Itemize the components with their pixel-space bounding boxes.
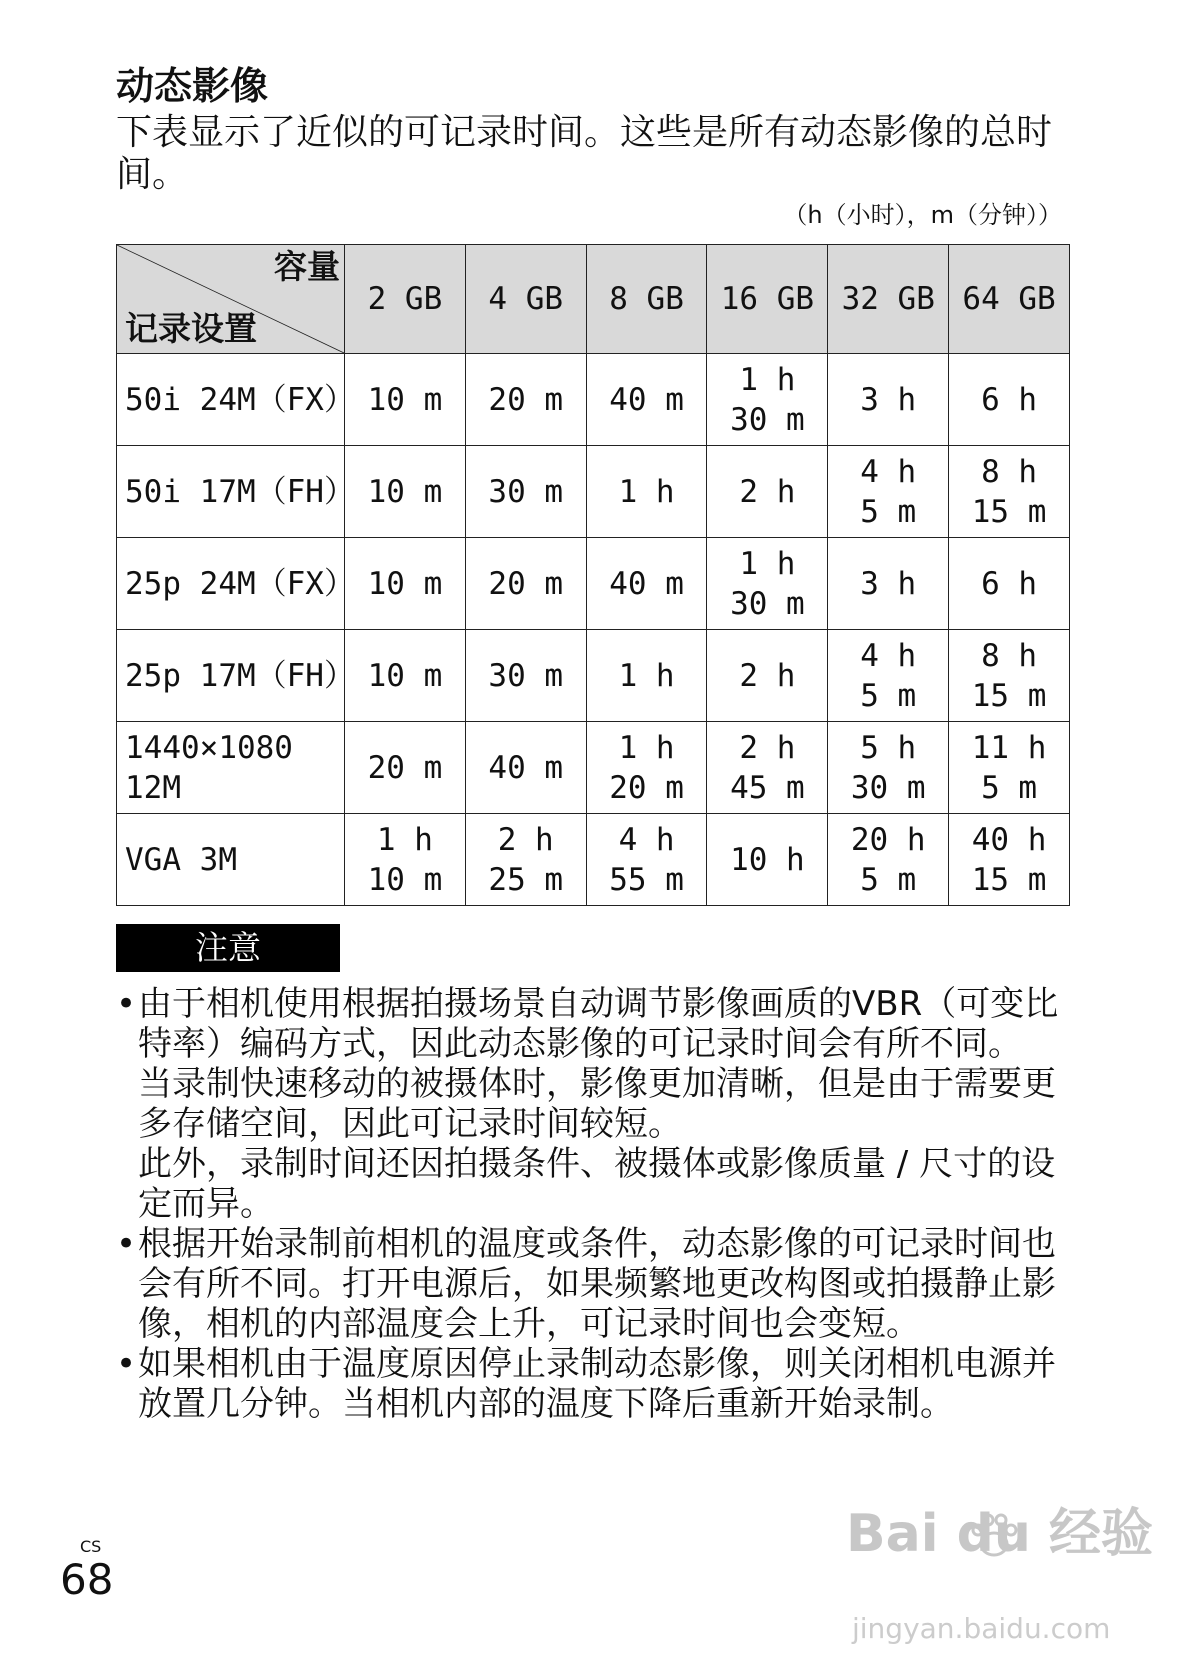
time-cell bbox=[949, 814, 1070, 906]
column-header: 8 GB bbox=[586, 245, 707, 354]
cell-line: 40 m bbox=[609, 381, 684, 418]
cell-line: 15 m bbox=[971, 861, 1047, 898]
cell-line: 10 m bbox=[367, 473, 443, 510]
time-cell bbox=[828, 354, 949, 446]
note-paragraph: 根据开始录制前相机的温度或条件，动态影像的可记录时间也会有所不同。打开电源后，如果频繁地更改构图或拍摄静止影像，相机的内部温度会上升，可记录时间也会变短。 bbox=[138, 1224, 1056, 1344]
table-row bbox=[117, 722, 1070, 814]
cell-line: 1 h bbox=[618, 473, 675, 510]
cell-line: 2 h bbox=[739, 657, 796, 694]
time-cell bbox=[345, 446, 466, 538]
column-header: 4 GB bbox=[465, 245, 586, 354]
cell-line: 1 h bbox=[376, 821, 433, 858]
cell-line: 30 m bbox=[488, 657, 564, 694]
time-cell bbox=[707, 722, 828, 814]
bullet-icon: • bbox=[116, 1344, 137, 1384]
time-cell bbox=[828, 814, 949, 906]
time-cell bbox=[707, 630, 828, 722]
time-cell bbox=[465, 538, 586, 630]
table-row bbox=[117, 538, 1070, 630]
cell-line: 5 m bbox=[981, 769, 1038, 806]
cell-line: 5 h bbox=[860, 729, 917, 766]
cell-line: 2 h bbox=[739, 729, 796, 766]
time-cell bbox=[707, 538, 828, 630]
row-label bbox=[117, 446, 355, 538]
cell-line: 40 m bbox=[488, 749, 564, 786]
column-header: 64 GB bbox=[949, 245, 1070, 354]
cell-line: 40 h bbox=[971, 821, 1047, 858]
time-cell bbox=[707, 446, 828, 538]
cell-line: 11 h bbox=[971, 729, 1047, 766]
cell-line: 25p 17M（FH） bbox=[125, 657, 355, 694]
cell-line: 1 h bbox=[618, 729, 675, 766]
cell-line: 3 h bbox=[860, 565, 917, 602]
cell-line: 5 m bbox=[860, 861, 917, 898]
page-number: 68 bbox=[60, 1555, 114, 1604]
cell-line: 15 m bbox=[971, 493, 1047, 530]
table-row bbox=[117, 630, 1070, 722]
paw-icon bbox=[968, 1512, 1020, 1560]
time-cell bbox=[949, 446, 1070, 538]
cell-line: 2 h bbox=[739, 473, 796, 510]
time-cell bbox=[465, 814, 586, 906]
time-cell bbox=[345, 630, 466, 722]
cell-line: 30 m bbox=[730, 401, 805, 438]
cell-line: 2 h bbox=[497, 821, 554, 858]
time-cell bbox=[586, 538, 707, 630]
cell-line: 10 m bbox=[367, 565, 443, 602]
table-row bbox=[117, 354, 1070, 446]
cell-line: 25 m bbox=[488, 861, 564, 898]
cell-line: 8 h bbox=[981, 637, 1038, 674]
row-label bbox=[117, 722, 345, 814]
cell-line: 30 m bbox=[850, 769, 926, 806]
time-cell bbox=[345, 722, 466, 814]
setting-label: 记录设置 bbox=[125, 309, 257, 348]
cell-line: VGA 3M bbox=[125, 841, 237, 878]
cell-line: 20 m bbox=[367, 749, 443, 786]
table-row bbox=[117, 814, 1070, 906]
cell-line: 6 h bbox=[981, 381, 1038, 418]
time-cell bbox=[949, 722, 1070, 814]
time-cell bbox=[345, 354, 466, 446]
time-cell bbox=[465, 354, 586, 446]
time-cell bbox=[949, 354, 1070, 446]
cell-line: 30 m bbox=[730, 585, 805, 622]
table-row bbox=[117, 446, 1070, 538]
table-corner-cell bbox=[117, 245, 345, 354]
time-cell bbox=[586, 722, 707, 814]
row-label bbox=[117, 630, 355, 722]
row-label bbox=[117, 538, 355, 630]
cell-line: 20 m bbox=[488, 565, 564, 602]
table-header-row bbox=[117, 245, 1070, 354]
page-title: 动态影像 bbox=[116, 64, 269, 108]
intro-text: 下表显示了近似的可记录时间。这些是所有动态影像的总时间。 bbox=[116, 112, 1053, 195]
cell-line: 20 h bbox=[850, 821, 926, 858]
cell-line: 50i 24M（FX） bbox=[125, 381, 355, 418]
time-cell bbox=[345, 538, 466, 630]
cell-line: 10 m bbox=[367, 861, 443, 898]
row-label bbox=[117, 814, 345, 906]
note-item bbox=[116, 1224, 1066, 1344]
unit-note: （h（小时），m（分钟）） bbox=[783, 201, 1062, 229]
time-cell bbox=[828, 538, 949, 630]
cell-line: 20 m bbox=[609, 769, 684, 806]
cell-line: 4 h bbox=[860, 453, 917, 490]
notes-heading: 注意 bbox=[116, 924, 340, 972]
cell-line: 10 h bbox=[730, 841, 805, 878]
note-paragraph: 此外，录制时间还因拍摄条件、被摄体或影像质量 / 尺寸的设定而异。 bbox=[138, 1144, 1056, 1224]
time-cell bbox=[465, 630, 586, 722]
cell-line: 25p 24M（FX） bbox=[125, 565, 355, 602]
cell-line: 15 m bbox=[971, 677, 1047, 714]
cell-line: 4 h bbox=[860, 637, 917, 674]
cell-line: 5 m bbox=[860, 493, 917, 530]
time-cell bbox=[707, 814, 828, 906]
note-item bbox=[116, 1344, 1066, 1424]
cell-line: 12M bbox=[125, 769, 181, 806]
cell-line: 55 m bbox=[609, 861, 684, 898]
cell-line: 30 m bbox=[488, 473, 564, 510]
time-cell bbox=[586, 630, 707, 722]
note-item bbox=[116, 984, 1066, 1224]
cell-line: 4 h bbox=[618, 821, 675, 858]
cell-line: 40 m bbox=[609, 565, 684, 602]
recording-time-table bbox=[116, 244, 1070, 906]
cell-line: 5 m bbox=[860, 677, 917, 714]
cell-line: 8 h bbox=[981, 453, 1038, 490]
cell-line: 1 h bbox=[739, 545, 796, 582]
note-paragraph: 如果相机由于温度原因停止录制动态影像，则关闭相机电源并放置几分钟。当相机内部的温度下降后重新开始录制。 bbox=[138, 1344, 1056, 1424]
cell-line: 20 m bbox=[488, 381, 564, 418]
time-cell bbox=[949, 538, 1070, 630]
time-cell bbox=[586, 814, 707, 906]
time-cell bbox=[465, 722, 586, 814]
capacity-label: 容量 bbox=[274, 247, 340, 286]
time-cell bbox=[586, 354, 707, 446]
time-cell bbox=[707, 354, 828, 446]
cell-line: 1440×1080 bbox=[125, 729, 293, 766]
bullet-icon: • bbox=[116, 1224, 137, 1264]
column-header: 32 GB bbox=[828, 245, 949, 354]
row-label bbox=[117, 354, 355, 446]
cell-line: 3 h bbox=[860, 381, 917, 418]
cell-line: 10 m bbox=[367, 657, 443, 694]
cell-line: 45 m bbox=[730, 769, 805, 806]
time-cell bbox=[465, 446, 586, 538]
cell-line: 1 h bbox=[618, 657, 675, 694]
time-cell bbox=[586, 446, 707, 538]
table-body bbox=[117, 354, 1070, 906]
bullet-icon: • bbox=[116, 984, 137, 1024]
time-cell bbox=[828, 446, 949, 538]
watermark-url: jingyan.baidu.com bbox=[852, 1612, 1111, 1645]
cell-line: 10 m bbox=[367, 381, 443, 418]
column-header: 2 GB bbox=[345, 245, 466, 354]
time-cell bbox=[949, 630, 1070, 722]
note-paragraph: 当录制快速移动的被摄体时，影像更加清晰，但是由于需要更多存储空间，因此可记录时间较短。 bbox=[138, 1064, 1056, 1144]
cell-line: 50i 17M（FH） bbox=[125, 473, 355, 510]
column-header: 16 GB bbox=[707, 245, 828, 354]
notes-list bbox=[116, 984, 1066, 1424]
language-code: CS bbox=[80, 1537, 102, 1556]
time-cell bbox=[828, 630, 949, 722]
watermark-brand: Bai du 经验 bbox=[846, 1504, 1153, 1564]
note-paragraph: 由于相机使用根据拍摄场景自动调节影像画质的VBR（可变比特率）编码方式，因此动态影像的可记录时间会有所不同。 bbox=[138, 984, 1059, 1064]
cell-line: 6 h bbox=[981, 565, 1038, 602]
time-cell bbox=[828, 722, 949, 814]
time-cell bbox=[345, 814, 466, 906]
cell-line: 1 h bbox=[739, 361, 796, 398]
